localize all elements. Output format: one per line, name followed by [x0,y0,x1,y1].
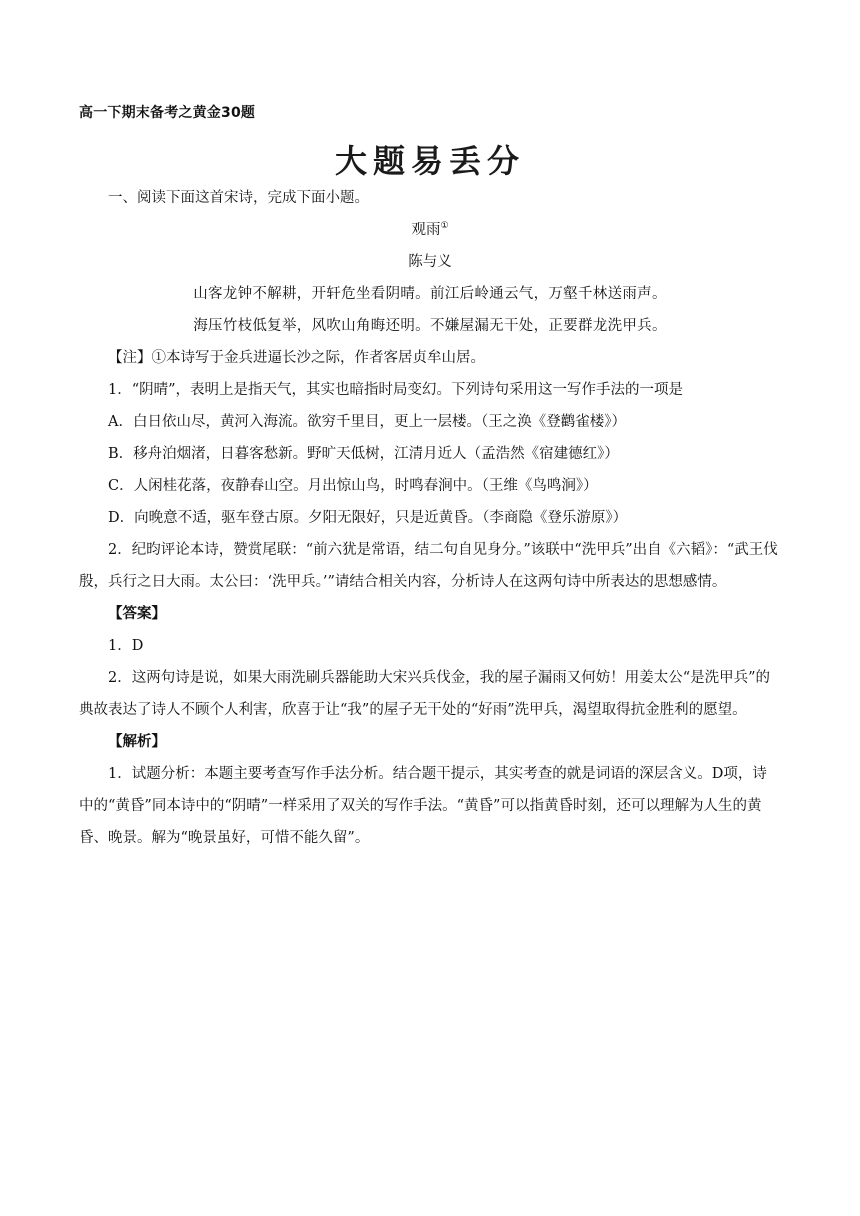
banner-title: 大题易丢分 [334,142,525,180]
option-b: B．移舟泊烟渚，日暮客愁新。野旷天低树，江清月近人（孟浩然《宿建德红》） [108,446,619,462]
analysis-1: 1．试题分析：本题主要考查写作手法分析。结合题干提示，其实考查的就是词语的深层含义。D项，诗中的“黄昏”同本诗中的“阴晴”一样采用了双关的写作手法。“黄昏”可以指黄昏时刻，还可以理解为人生的黄昏、晚景。解为“晚景虽好，可惜不能久留”。 [79,766,767,846]
question-1: 1．“阴晴”，表明上是指天气，其实也暗指时局变幻。下列诗句采用这一写作手法的一项是 [108,382,684,398]
poem-title-footnote-mark: ① [440,221,449,232]
option-d: D．向晚意不适，驱车登古原。夕阳无限好，只是近黄昏。（李商隐《登乐游原》） [108,510,628,526]
poem-line: 山客龙钟不解耕，开轩危坐看阴晴。前江后岭通云气，万壑千林送雨声。 [193,286,667,302]
document-header: 高一下期末备考之黄金30题 [79,105,256,121]
section-intro: 一、阅读下面这首宋诗，完成下面小题。 [108,190,369,206]
poem-title-text: 观雨 [411,222,441,238]
answer-heading: 【答案】 [108,605,166,622]
poem-title [79,214,781,246]
answer-2: 2．这两句诗是说，如果大雨洗刷兵器能助大宋兴兵伐金，我的屋子漏雨又何妨！用姜太公“是洗甲兵”的典故表达了诗人不顾个人利害，欣喜于让“我”的屋子无干处的“好雨”洗甲兵，渴望取得抗金胜利的愿望。 [79,670,771,718]
analysis-heading: 【解析】 [108,733,166,750]
poem-note: 【注】①本诗写于金兵进逼长沙之际，作者客居贞牟山居。 [108,350,485,366]
poem-line: 海压竹枝低复举，风吹山角晦还明。不嫌屋漏无干处，正要群龙洗甲兵。 [193,318,667,334]
option-c: C．人闲桂花落，夜静春山空。月出惊山鸟，时鸣春涧中。（王维《鸟鸣涧》） [108,478,598,494]
poem-author: 陈与义 [408,254,452,270]
document-body [79,182,781,854]
option-a: A．白日依山尽，黄河入海流。欲穷千里目，更上一层楼。（王之涣《登鹳雀楼》） [108,414,626,430]
answer-1: 1．D [108,638,144,654]
question-2: 2．纪昀评论本诗，赞赏尾联：“前六犹是常语，结二句自见身分。”该联中“洗甲兵”出自《六韬》：“武王伐殷，兵行之日大雨。太公曰：‘洗甲兵。’”请结合相关内容，分析诗人在这两句诗中所表达的思想感情。 [79,542,778,590]
